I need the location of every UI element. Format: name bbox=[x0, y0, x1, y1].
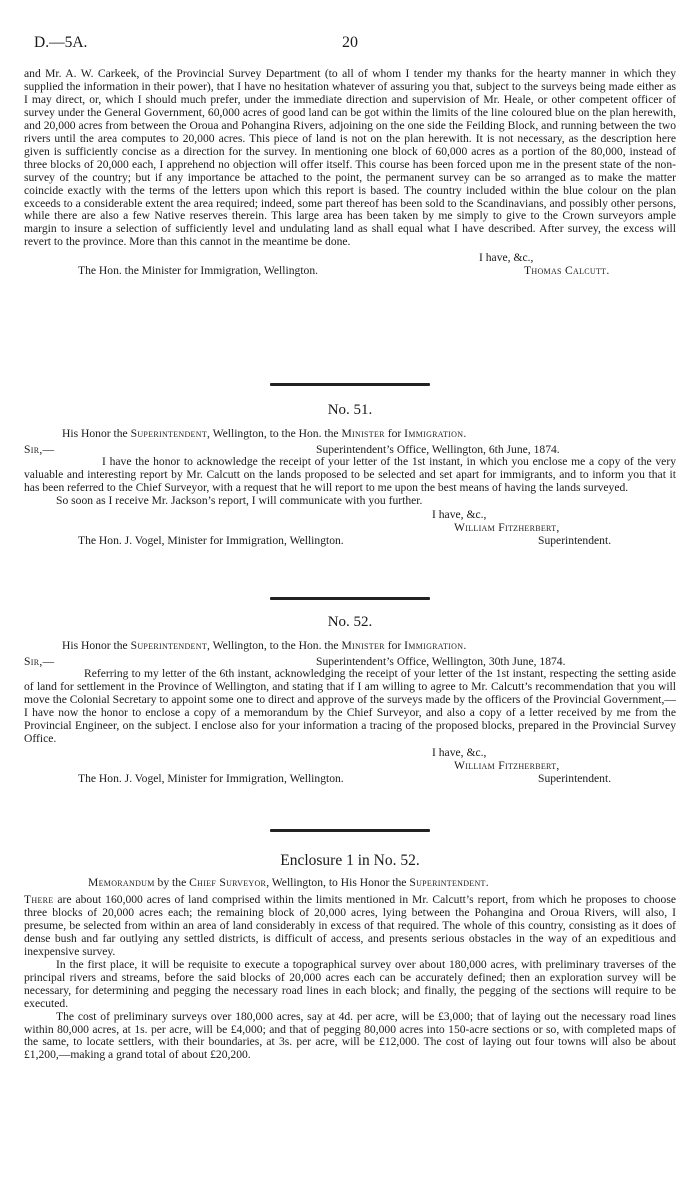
enclosure-section bbox=[24, 851, 676, 1062]
letter-paragraph: Referring to my letter of the 6th instant, acknowledging the receipt of your letter of the 1st instant, respecting the setting aside of land for settlement in the Province of Wellington, and stating that if I am willing to agree to Mr. Calcutt’s recommendation that you will move the Colonial Secretary to appoint some one to direct and approve of the surveys made by the officers of the Provincial Government,—I have now the honor to enclose a copy of a memorandum by the Chief Surveyor, and also a copy of a letter received by me from the Provincial Engineer, on the subject. I enclose also for your information a tracing of the proposed blocks, prepared in the Provincial Survey Office. bbox=[24, 667, 676, 745]
section-divider bbox=[270, 597, 430, 600]
heading-from: Chief Surveyor bbox=[189, 876, 267, 889]
heading-pre: His Honor the bbox=[62, 639, 131, 652]
letter-no-52 bbox=[24, 613, 676, 785]
heading-pre: His Honor the bbox=[62, 427, 131, 440]
signature-line bbox=[24, 521, 676, 534]
signatory-title: Superintendent. bbox=[538, 533, 612, 547]
heading-to: Minister bbox=[341, 639, 385, 652]
top-section bbox=[24, 68, 676, 277]
page-header bbox=[34, 34, 666, 56]
memo-paragraph-3: The cost of preliminary surveys over 180,000 acres, say at 4d. per acre, will be £3,000; that of laying out the necessary road lines within 80,000 acres, at 1s. per acre, will be £4,000; and that of pegging 80,000 acres into 150-acre sections or so, with completed maps of the same, to locate settlers, with their boundaries, at 3s. per acre, will be £12,000. The cost of laying out four towns will also be about £1,200,—making a grand total of about £20,200. bbox=[24, 1009, 676, 1062]
signature-line bbox=[24, 264, 676, 277]
closing-line bbox=[24, 508, 676, 521]
closing: I have, &c., bbox=[479, 251, 534, 265]
heading-dept: Immigration bbox=[404, 639, 464, 652]
letter-title: No. 51. bbox=[327, 402, 373, 418]
letter-paragraph: I have the honor to acknowledge the receipt of your letter of the 1st instant, in which you enclose me a copy of the very valuable and interesting report by Mr. Calcutt on the lands proposed to be selected and set apart for immigrants, and to inform you that it has been referred to the Chief Surveyor, with a request that he will report to me upon the best means of having the lands surveyed. bbox=[24, 455, 676, 494]
enclosure-title: Enclosure 1 in No. 52. bbox=[280, 852, 420, 869]
addressee: The Hon. the Minister for Immigration, Wellington. bbox=[78, 264, 319, 278]
document-reference: D.—5A. bbox=[34, 34, 88, 51]
heading-from: Superintendent bbox=[130, 427, 208, 440]
report-paragraph: and Mr. A. W. Carkeek, of the Provincial Survey Department (to all of whom I tender my thanks for the hearty manner in which they supplied the information in their power), that I have no hesitation whatever of assuring you that, subject to the surveys being made either as I may direct, or, which I should much prefer, under the immediate direction and supervision of Mr. Heale, or other competent officer of survey under the General Government, 60,000 acres of good land can be got within the limits of the line coloured blue on the plan herewith, and 20,000 acres from between the Oroua and Pohangina Rivers, adjoining on the one side the Feilding Block, and running between the two rivers until the area computes to 20,000 acres. This piece of land is not on the plan herewith. It is not necessary, as the description here given is sufficiently concise as a direction for the survey. In mentioning one block of 60,000 acres as a portion of the 80,000, instead of three blocks of 20,000 each, I apprehend no objection will offer itself. This course has been forced upon me in the present state of the non-survey of the country; but if any importance be attached to the point, the permanent survey can be so arranged as to make the matter coincide exactly with the terms of the letters upon which this report is based. The country included within the blue colour on the plan exceeds to a considerable extent the area required; indeed, some part thereof has been sold to the Scandinavians, and possibly other persons, while there are also a few Native reserves therein. This large area has been taken by me simply to give to the Crown surveyors ample margin to insure a selection of sufficiently level and undulating land as shall equal what I have described. After survey, the excess will revert to the province. More than this cannot in the meantime be done. bbox=[24, 67, 676, 249]
heading-to: Superintendent bbox=[409, 876, 486, 889]
heading-mid: , Wellington, to the Hon. the bbox=[207, 427, 342, 440]
heading-by: by the bbox=[154, 876, 190, 889]
signatory-title: Superintendent. bbox=[538, 771, 612, 785]
section-divider bbox=[270, 383, 430, 386]
heading-dept: Immigration bbox=[404, 427, 464, 440]
addressee-line bbox=[24, 772, 676, 785]
addressee: The Hon. J. Vogel, Minister for Immigration, Wellington. bbox=[78, 533, 344, 547]
paragraph-text: are about 160,000 acres of land comprised within the limits mentioned in Mr. Calcutt’s report, from which he proposes to choose three blocks of 20,000 acres each; the remaining block of 20,000 acres, lying between the Pohangina and Oroua Rivers, will also, I presume, be selected from within an area of land considerably in excess of that required. The whole of this country, consisting as it does of dense bush and far outlying any settled districts, is difficult of access, and presents serious obstacles in the way of an expeditious and inexpensive survey. bbox=[24, 893, 676, 958]
closing: I have, &c., bbox=[432, 507, 487, 521]
heading-for: for bbox=[384, 427, 405, 440]
memo-paragraph-1 bbox=[24, 894, 676, 959]
heading-mid: , Wellington, to the Hon. the bbox=[207, 639, 342, 652]
signature-line bbox=[24, 759, 676, 772]
heading-memo: Memorandum bbox=[88, 876, 155, 889]
place-date: Superintendent’s Office, Wellington, 30th June, 1874. bbox=[316, 655, 566, 668]
heading-from: Superintendent bbox=[130, 639, 208, 652]
memo-paragraph-2: In the first place, it will be requisite to execute a topographical survey over about 180,000 acres, with preliminary traverses of the principal rivers and streams, before the said blocks of 20,000 acres each can be accurately defined; then an exploration survey will be necessary, for determining and pegging the necessary road lines in each block; and finally, the pegging of the sections will require to be executed. bbox=[24, 957, 676, 1010]
letter-heading bbox=[24, 639, 676, 652]
enclosure-heading bbox=[24, 876, 676, 889]
closing-line bbox=[24, 746, 676, 759]
section-divider bbox=[270, 829, 430, 832]
addressee-line bbox=[24, 534, 676, 547]
signature: William Fitzherbert, bbox=[454, 758, 560, 772]
heading-mid: , Wellington, to His Honor the bbox=[266, 876, 410, 889]
page-number: 20 bbox=[342, 34, 358, 51]
heading-end: . bbox=[485, 876, 489, 889]
salutation-line bbox=[24, 655, 676, 668]
letter-paragraph-2: So soon as I receive Mr. Jackson’s report, I will communicate with you further. bbox=[56, 493, 423, 507]
signature: William Fitzherbert, bbox=[454, 520, 560, 534]
salutation-line bbox=[24, 443, 676, 456]
heading-for: for bbox=[384, 639, 405, 652]
heading-end: . bbox=[463, 427, 467, 440]
heading-end: . bbox=[463, 639, 467, 652]
place-date: Superintendent’s Office, Wellington, 6th June, 1874. bbox=[316, 443, 560, 456]
salutation: Sir,— bbox=[24, 655, 55, 668]
letter-heading bbox=[24, 427, 676, 440]
letter-no-51 bbox=[24, 401, 676, 547]
addressee: The Hon. J. Vogel, Minister for Immigration, Wellington. bbox=[78, 771, 344, 785]
signature: Thomas Calcutt. bbox=[524, 264, 610, 278]
salutation: Sir,— bbox=[24, 443, 55, 456]
closing: I have, &c., bbox=[432, 745, 487, 759]
heading-to: Minister bbox=[341, 427, 385, 440]
lead-word: There bbox=[24, 893, 54, 906]
closing-line bbox=[24, 251, 676, 264]
letter-title: No. 52. bbox=[327, 614, 373, 630]
